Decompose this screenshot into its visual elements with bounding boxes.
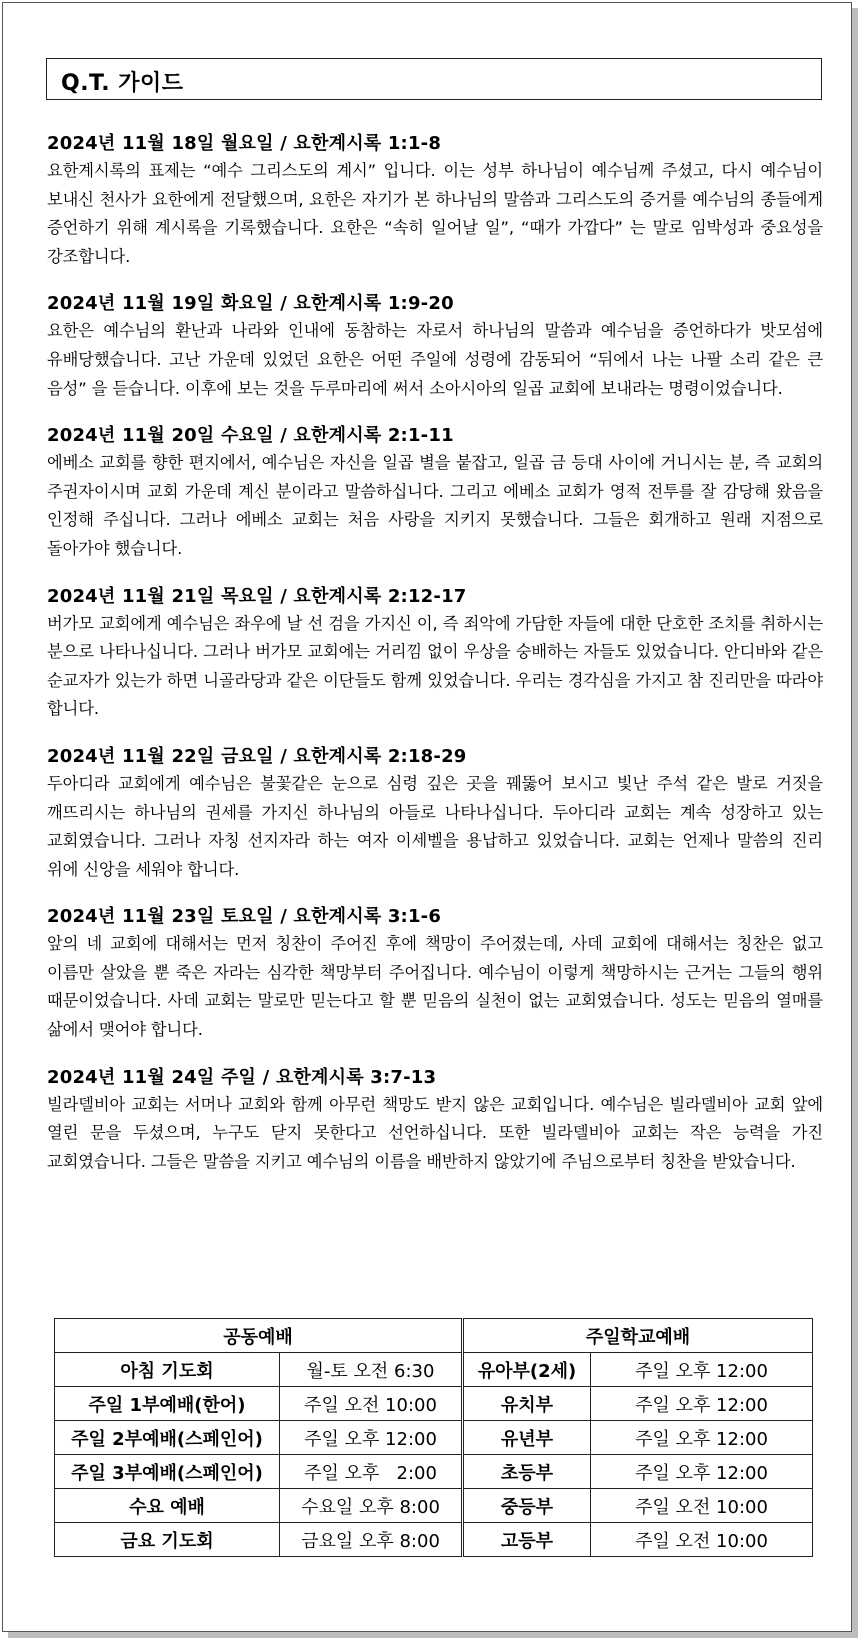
daily-guide-heading: 2024년 11월 21일 목요일 / 요한계시록 2:12-17 xyxy=(47,585,467,607)
daily-guide-body: 앞의 네 교회에 대해서는 먼저 칭찬이 주어진 후에 책망이 주어졌는데, 사데 교회에 대해서는 칭찬은 없고 이름만 살았을 뿐 죽은 자라는 심각한 책망부터 주어집니다. 예수님이 이렇게 책망하시는 근거는 그들의 행위 때문이었습니다. 사데 교회는 말로만 믿는다고 할 뿐 믿음의 실천이 없는 교회였습니다. 성도는 믿음의 열매를 삶에서 맺어야 합니다. xyxy=(47,934,823,1040)
daily-guide-tue xyxy=(47,291,823,403)
table-row xyxy=(55,1523,813,1557)
department-name: 초등부 xyxy=(463,1455,591,1489)
department-time: 주일 오후 12:00 xyxy=(591,1387,813,1421)
daily-guide-sun xyxy=(47,1065,823,1177)
service-time: 주일 오후 2:00 xyxy=(280,1455,463,1489)
worship-schedule-table xyxy=(54,1318,813,1557)
daily-guide-heading: 2024년 11월 22일 금요일 / 요한계시록 2:18-29 xyxy=(47,745,467,767)
daily-guide-heading: 2024년 11월 20일 수요일 / 요한계시록 2:1-11 xyxy=(47,425,454,447)
service-name: 아침 기도회 xyxy=(55,1353,280,1387)
table-row xyxy=(55,1353,813,1387)
daily-guide-heading: 2024년 11월 19일 화요일 / 요한계시록 1:9-20 xyxy=(47,293,454,315)
department-name: 유년부 xyxy=(463,1421,591,1455)
daily-guide-body: 두아디라 교회에게 예수님은 불꽃같은 눈으로 심령 깊은 곳을 꿰뚫어 보시고 빛난 주석 같은 발로 거짓을 깨뜨리시는 하나님의 권세를 가지신 하나님의 아들로 나타나십니다. 두아디라 교회는 계속 성장하고 있는 교회였습니다. 그러나 자칭 선지자라 하는 여자 이세벨을 용납하고 있었습니다. 교회는 언제나 말씀의 진리 위에 신앙을 세워야 합니다. xyxy=(47,773,823,879)
daily-guide-list xyxy=(47,131,823,1196)
service-time: 수요일 오후 8:00 xyxy=(280,1489,463,1523)
department-name: 유치부 xyxy=(463,1387,591,1421)
daily-guide-body: 요한계시록의 표제는 “예수 그리스도의 계시” 입니다. 이는 성부 하나님이 예수님께 주셨고, 다시 예수님이 보내신 천사가 요한에게 전달했으며, 요한은 자기가 본 하나님의 말씀과 그리스도의 증거를 예수님의 종들에게 증언하기 위해 계시록을 기록했습니다. 요한은 “속히 일어날 일”, “때가 가깝다” 는 말로 임박성과 중요성을 강조합니다. xyxy=(47,161,823,266)
table-row xyxy=(55,1421,813,1455)
table-row xyxy=(55,1387,813,1421)
service-name: 수요 예배 xyxy=(55,1489,280,1523)
department-time: 주일 오후 12:00 xyxy=(591,1353,813,1387)
daily-guide-heading: 2024년 11월 23일 토요일 / 요한계시록 3:1-6 xyxy=(47,906,442,928)
department-time: 주일 오후 12:00 xyxy=(591,1421,813,1455)
daily-guide-body: 요한은 예수님의 환난과 나라와 인내에 동참하는 자로서 하나님의 말씀과 예수님을 증언하다가 밧모섬에 유배당했습니다. 고난 가운데 있었던 요한은 어떤 주일에 성령에 감동되어 “뒤에서 나는 나팔 소리 같은 큰 음성” 을 듣습니다. 이후에 보는 것을 두루마리에 써서 소아시아의 일곱 교회에 보내라는 명령이었습니다. xyxy=(47,321,823,398)
daily-guide-body: 에베소 교회를 향한 편지에서, 예수님은 자신을 일곱 별을 붙잡고, 일곱 금 등대 사이에 거니시는 분, 즉 교회의 주권자이시며 교회 가운데 계신 분이라고 말씀하십니다. 그리고 에베소 교회가 영적 전투를 잘 감당해 왔음을 인정해 주십니다. 그러나 에베소 교회는 처음 사랑을 지키지 못했습니다. 그들은 회개하고 원래 지점으로 돌아가야 했습니다. xyxy=(47,453,823,558)
daily-guide-mon xyxy=(47,131,823,271)
qt-guide-title-box xyxy=(46,58,822,100)
department-time: 주일 오전 10:00 xyxy=(591,1489,813,1523)
daily-guide-heading: 2024년 11월 18일 월요일 / 요한계시록 1:1-8 xyxy=(47,133,442,154)
service-name: 금요 기도회 xyxy=(55,1523,280,1557)
service-name: 주일 2부예배(스페인어) xyxy=(55,1421,280,1455)
page-title: Q.T. 가이드 xyxy=(61,71,184,96)
service-time: 금요일 오후 8:00 xyxy=(280,1523,463,1557)
daily-guide-body: 버가모 교회에게 예수님은 좌우에 날 선 검을 가지신 이, 즉 죄악에 가담한 자들에 대한 단호한 조치를 취하시는 분으로 나타나십니다. 그러나 버가모 교회에는 거리낌 없이 우상을 숭배하는 자들도 있었습니다. 안디바와 같은 순교자가 있는가 하면 니골라당과 같은 이단들도 함께 있었습니다. 우리는 경각심을 가지고 참 진리만을 따라야 합니다. xyxy=(47,613,823,719)
table-row xyxy=(55,1489,813,1523)
service-name: 주일 1부예배(한어) xyxy=(55,1387,280,1421)
service-time: 주일 오전 10:00 xyxy=(280,1387,463,1421)
daily-guide-fri xyxy=(47,744,823,884)
service-name: 주일 3부예배(스페인어) xyxy=(55,1455,280,1489)
department-name: 유아부(2세) xyxy=(463,1353,591,1387)
sunday-school-header: 주일학교예배 xyxy=(463,1319,813,1353)
daily-guide-thu xyxy=(47,584,823,724)
service-time: 주일 오후 12:00 xyxy=(280,1421,463,1455)
daily-guide-wed xyxy=(47,423,823,563)
department-time: 주일 오후 12:00 xyxy=(591,1455,813,1489)
schedule-header-row xyxy=(55,1319,813,1353)
department-time: 주일 오전 10:00 xyxy=(591,1523,813,1557)
daily-guide-heading: 2024년 11월 24일 주일 / 요한계시록 3:7-13 xyxy=(47,1066,437,1088)
daily-guide-sat xyxy=(47,904,823,1044)
department-name: 고등부 xyxy=(463,1523,591,1557)
table-row xyxy=(55,1455,813,1489)
daily-guide-body: 빌라델비아 교회는 서머나 교회와 함께 아무런 책망도 받지 않은 교회입니다. 예수님은 빌라델비아 교회 앞에 열린 문을 두셨으며, 누구도 닫지 못한다고 선언하십니다. 또한 빌라델비아 교회는 작은 능력을 가진 교회였습니다. 그들은 말씀을 지키고 예수님의 이름을 배반하지 않았기에 주님으로부터 칭찬을 받았습니다. xyxy=(47,1094,823,1171)
joint-worship-header: 공동예배 xyxy=(55,1319,463,1353)
department-name: 중등부 xyxy=(463,1489,591,1523)
service-time: 월-토 오전 6:30 xyxy=(280,1353,463,1387)
